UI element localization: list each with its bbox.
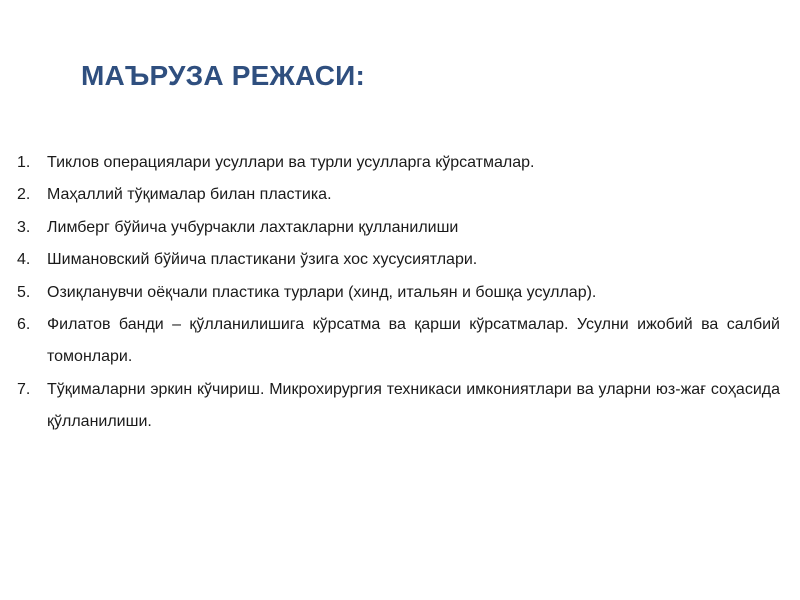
list-item-number: 4.	[17, 251, 31, 269]
list-item-text: Озиқланувчи оёқчали пластика турлари (хинд, итальян и бошқа усуллар).	[47, 283, 597, 301]
list-item-text: Тиклов операциялари усуллари ва турли усулларга кўрсатмалар.	[47, 154, 535, 171]
list-item-number: 3.	[17, 218, 31, 236]
slide-title: МАЪРУЗА РЕЖАСИ:	[81, 60, 366, 91]
list-item	[17, 309, 780, 374]
list-item-text: Лимберг бўйича учбурчакли лахтакларни қулланилиши	[47, 218, 459, 236]
lecture-plan-list	[17, 147, 780, 439]
list-item	[17, 147, 780, 179]
list-item-text: Тўқималарни эркин кўчириш. Микрохирургия техникаси имкониятлари ва уларни юз-жағ соҳасида қўлланилиши.	[47, 380, 780, 431]
list-item-text: Филатов банди – қўлланилишига кўрсатма ва қарши кўрсатмалар. Усулни ижобий ва салбий томонлари.	[47, 316, 780, 366]
list-item	[17, 277, 780, 309]
list-item-number: 6.	[17, 316, 31, 334]
list-item-text: Шимановский бўйича пластикани ўзига хос хусусиятлари.	[47, 251, 478, 269]
list-item	[17, 179, 780, 211]
list-item-number: 1.	[17, 154, 31, 171]
list-item	[17, 374, 780, 439]
list-item-text: Маҳаллий тўқималар билан пластика.	[47, 186, 332, 204]
list-item-number: 2.	[17, 186, 31, 204]
list-item-number: 5.	[17, 283, 31, 301]
list-item-number: 7.	[17, 380, 31, 398]
list-item	[17, 244, 780, 276]
list-item	[17, 212, 780, 244]
